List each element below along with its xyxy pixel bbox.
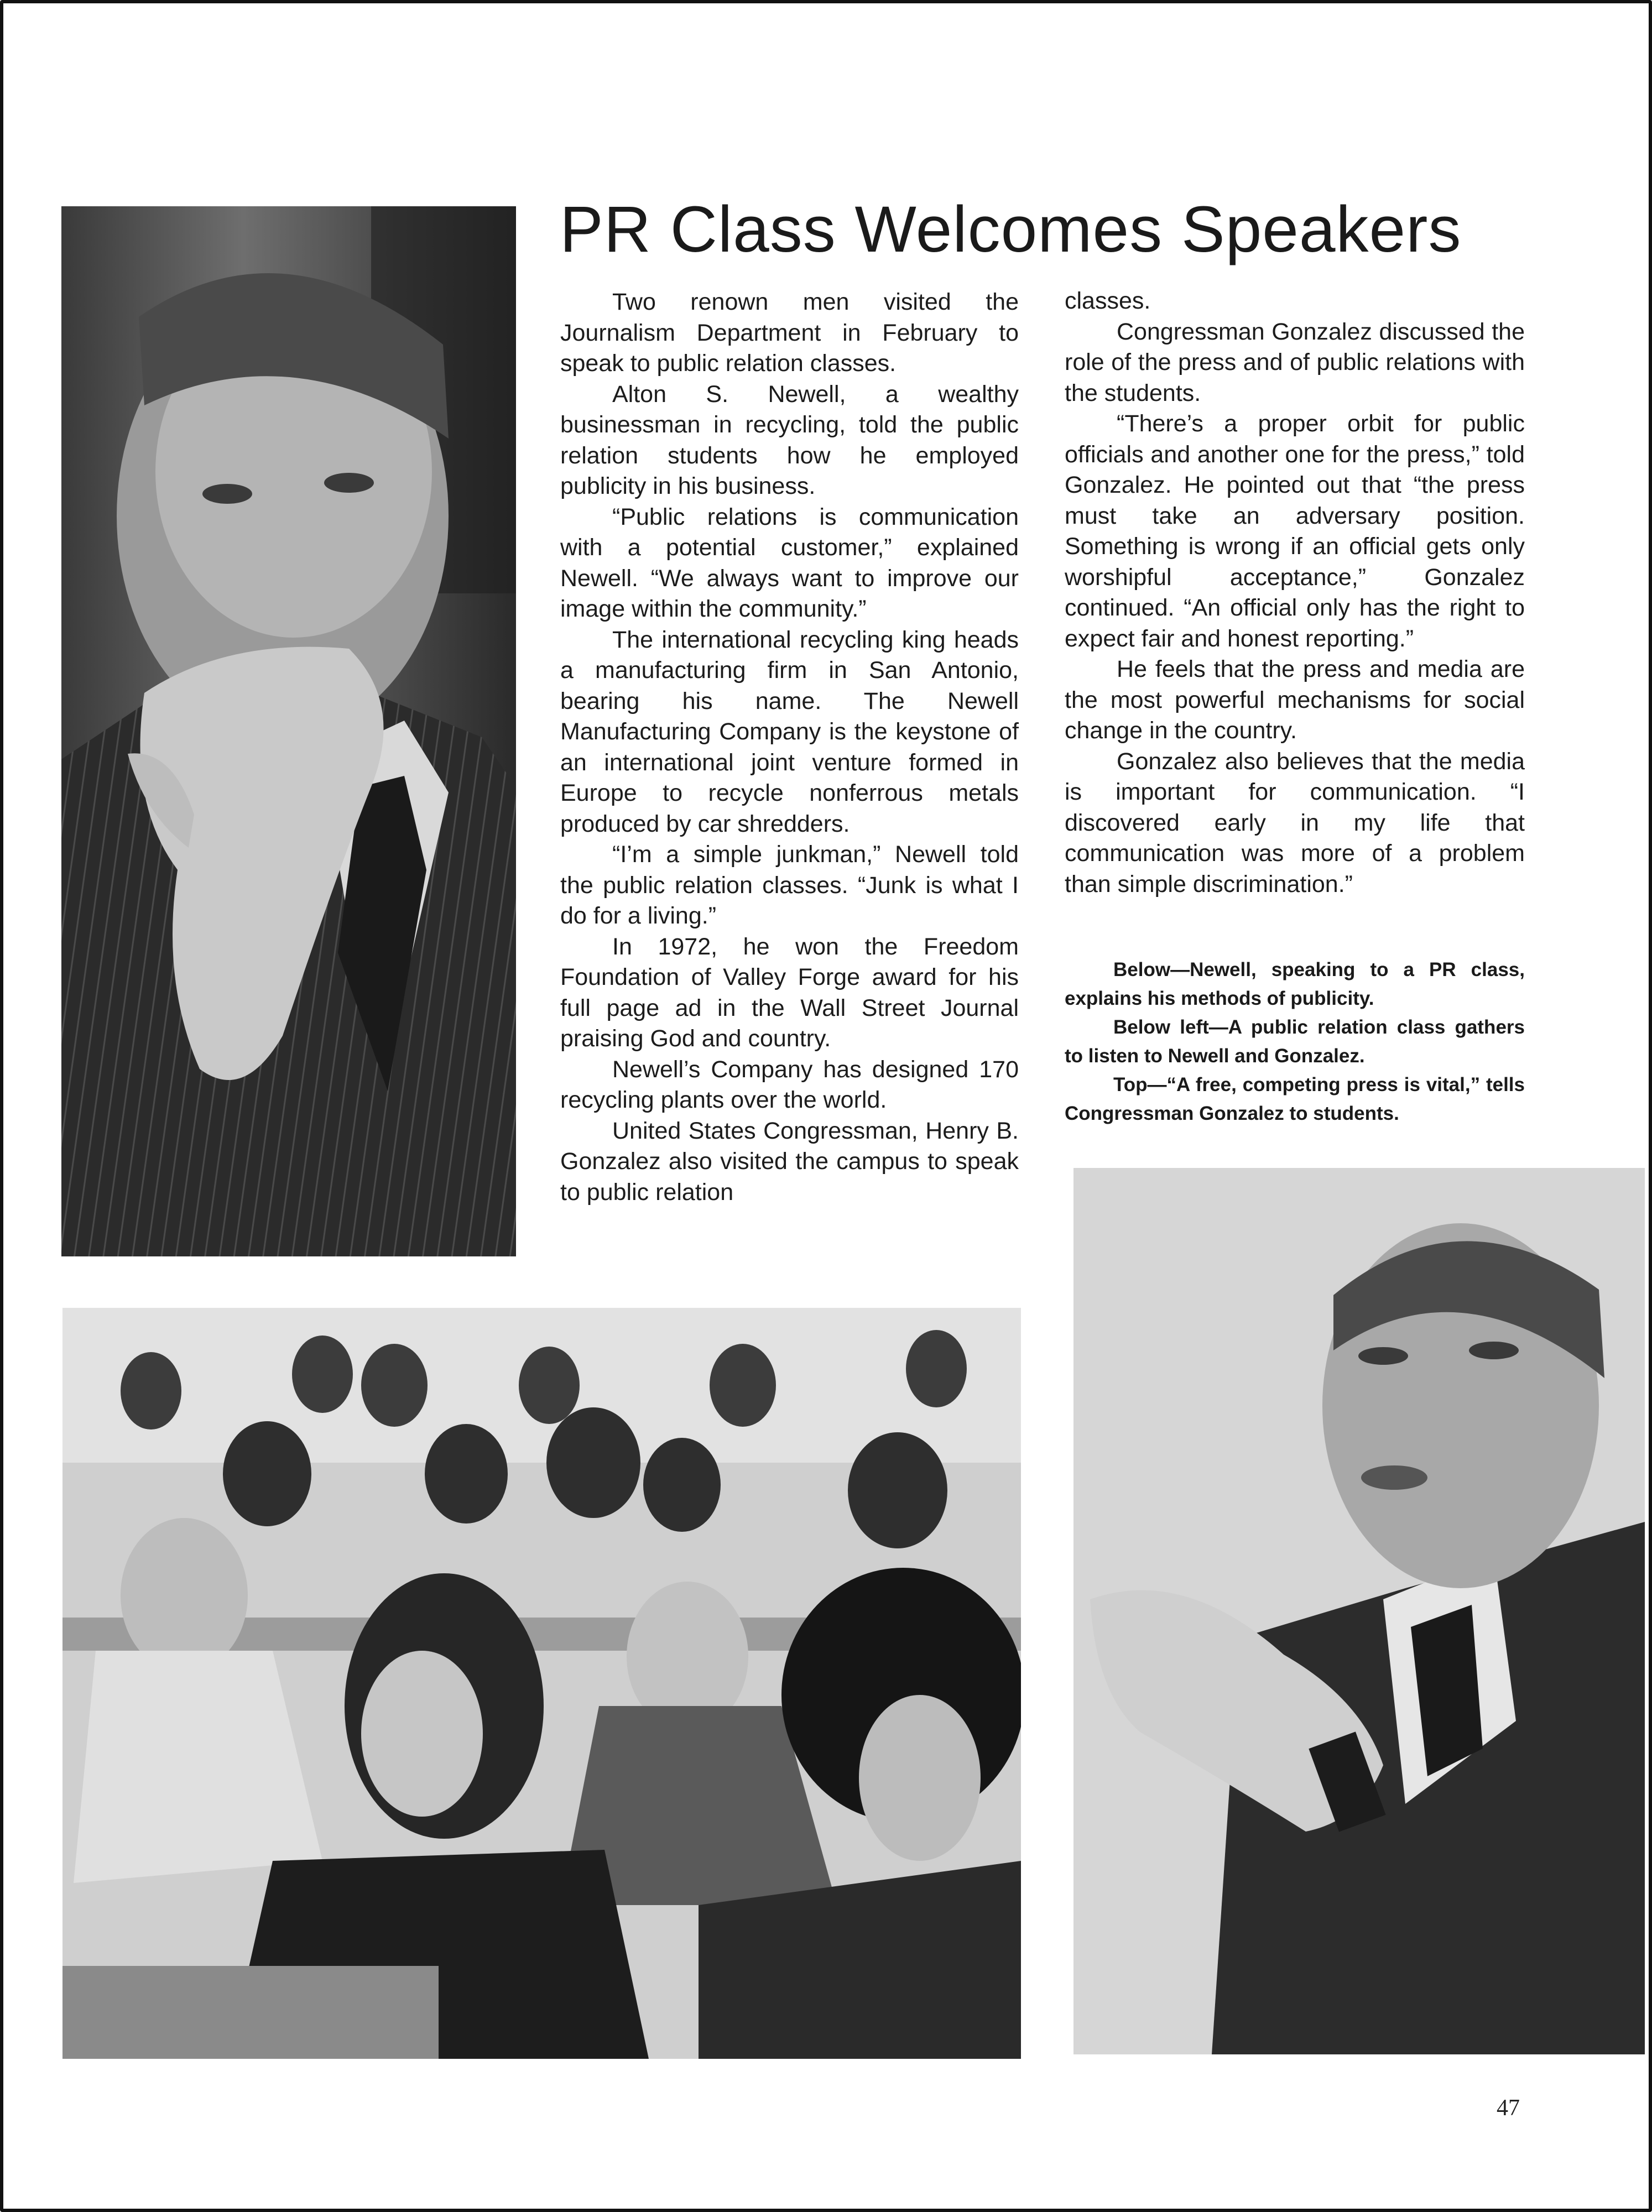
page-number: 47 [1497,2095,1520,2121]
article-paragraph: “There’s a proper orbit for public officials and another one for the press,” told Gonzalez. He pointed out that “the press must take an adversary position. Something is wrong if an official gets only worshipful acceptance,” Gonzalez continued. “An official only has the right to expect fair and honest reporting.” [1065,410,1525,652]
photo-captions [1065,956,1525,1128]
article-continuation: classes. [1065,288,1151,314]
article-paragraph: “I’m a simple junkman,” Newell told the public relation classes. “Junk is what I do for a living.” [560,841,1019,929]
article-paragraph: In 1972, he won the Freedom Foundation of Valley Forge award for his full page ad in the Wall Street Journal praising God and country. [560,933,1019,1052]
article-paragraph: The international recycling king heads a manufacturing firm in San Antonio, bearing his name. The Newell Manufacturing Company is the keystone of an international joint venture formed in Europe to recycle nonferrous metals produced by car shredders. [560,626,1019,837]
caption-below: Below—Newell, speaking to a PR class, explains his methods of publicity. [1065,959,1525,1009]
article-paragraph: Congressman Gonzalez discussed the role of the press and of public relations with the students. [1065,318,1525,406]
page-title: PR Class Welcomes Speakers [560,193,1462,266]
article-column-2 [1065,286,1525,900]
classroom-students-photo [62,1308,1021,2059]
gonzalez-speaking-photo [1073,1168,1645,2054]
newell-portrait-photo [61,206,516,1256]
article-paragraph: “Public relations is communication with a potential customer,” explained Newell. “We always want to improve our image within the community.” [560,503,1019,622]
article-paragraph: Two renown men visited the Journalism Department in February to speak to public relation classes. [560,289,1019,377]
caption-top: Top—“A free, competing press is vital,” tells Congressman Gonzalez to students. [1065,1074,1525,1124]
article-paragraph: Newell’s Company has designed 170 recycling plants over the world. [560,1056,1019,1113]
article-column-1 [560,287,1019,1208]
article-paragraph: He feels that the press and media are the most powerful mechanisms for social change in the country. [1065,656,1525,744]
article-paragraph: Gonzalez also believes that the media is important for communication. “I discovered early in my life that communication was more of a problem than simple discrimination.” [1065,748,1525,898]
article-paragraph: Alton S. Newell, a wealthy businessman in recycling, told the public relation students how he employed publicity in his business. [560,380,1019,499]
article-paragraph: United States Congressman, Henry B. Gonzalez also visited the campus to speak to public relation [560,1117,1019,1206]
caption-below-left: Below left—A public relation class gathers to listen to Newell and Gonzalez. [1065,1016,1525,1067]
